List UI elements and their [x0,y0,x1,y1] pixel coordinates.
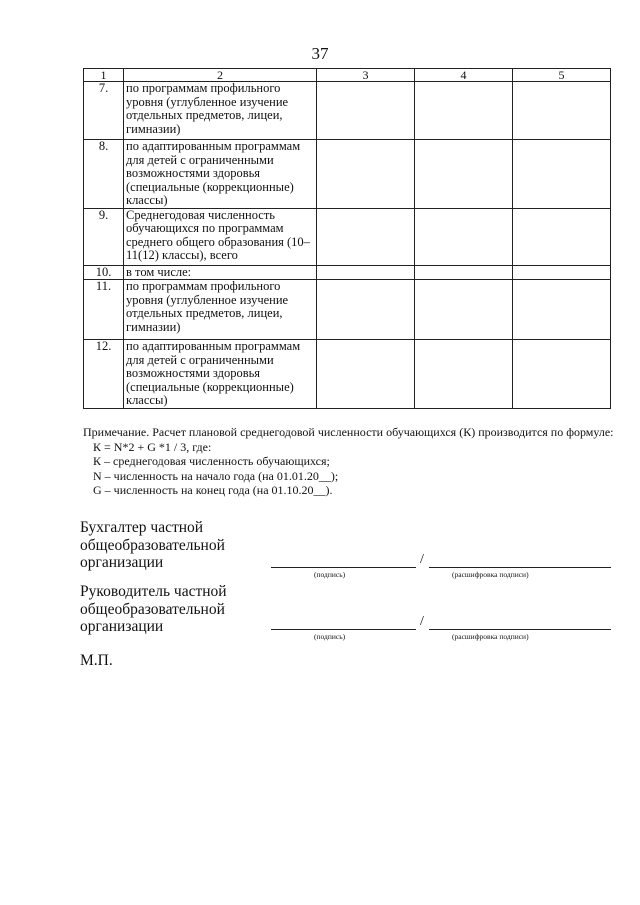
table-cell [513,280,611,340]
director-title-line: Руководитель частной [80,583,227,600]
accountant-title-line: организации [80,554,164,571]
page-number: 37 [311,44,329,63]
column-header: 5 [513,69,611,82]
director-title-line: организации [80,618,164,635]
table-cell [415,280,513,340]
stamp-label: М.П. [80,652,113,669]
director-title-line: общеобразовательной [80,600,225,618]
table-cell [317,340,415,409]
table-cell [415,340,513,409]
row-description: по адаптированным программам для детей с ограниченными возможностями здоровья (специальные (коррекционные) классы) [124,340,317,409]
row-number: 9. [84,208,124,265]
table-cell [317,82,415,140]
accountant-title-line: общеобразовательной [80,536,225,554]
accountant-signature-caption: (подпись) [314,570,346,579]
director-slash: / [420,614,424,629]
table-row [84,280,611,340]
g-definition: G – численность на конец года (на 01.10.20__). [93,483,333,497]
n-definition: N – численность на начало года (на 01.01.20__); [93,468,339,483]
table-row [84,265,611,280]
data-table [83,68,611,409]
table-cell [513,82,611,140]
table-cell [317,265,415,280]
column-header: 2 [124,69,317,82]
table-cell [415,208,513,265]
row-description: по программам профильного уровня (углубленное изучение отдельных предметов, лицеи, гимназии) [124,82,317,140]
table-row [84,208,611,265]
k-definition: К – среднегодовая численность обучающихся; [93,454,330,468]
table-cell [317,280,415,340]
table-cell [415,82,513,140]
accountant-decoding-line [429,567,611,568]
director-decoding-line [429,629,611,630]
table-header-row [84,69,611,82]
row-number: 12. [84,340,124,409]
row-number: 7. [84,82,124,140]
row-description: в том числе: [124,265,317,280]
table-cell [513,340,611,409]
table-cell [415,140,513,209]
table-row [84,82,611,140]
table-cell [513,208,611,265]
director-signature-caption: (подпись) [314,632,346,641]
row-description: по адаптированным программам для детей с ограниченными возможностями здоровья (специальные (коррекционные) классы) [124,140,317,209]
row-number: 8. [84,140,124,209]
row-number: 10. [84,265,124,280]
row-number: 11. [84,280,124,340]
accountant-decoding-caption: (расшифровка подписи) [452,570,529,579]
row-description: Среднегодовая численность обучающихся по программам среднего общего образования (10–11(12) классы), всего [124,208,317,265]
table-row [84,140,611,209]
director-signature-line [271,629,416,630]
director-title [80,583,227,636]
table-cell [513,265,611,280]
table-cell [415,265,513,280]
accountant-signature-line [271,567,416,568]
table-cell [317,208,415,265]
table-row [84,340,611,409]
formula: К = N*2 + G *1 / 3, где: [93,439,212,454]
column-header: 1 [84,69,124,82]
accountant-slash: / [420,552,424,567]
director-decoding-caption: (расшифровка подписи) [452,632,529,641]
accountant-title [80,519,225,572]
table-cell [513,140,611,209]
row-description: по программам профильного уровня (углубленное изучение отдельных предметов, лицеи, гимназии) [124,280,317,340]
column-header: 3 [317,69,415,82]
column-header: 4 [415,69,513,82]
formula-note [83,425,613,498]
table-cell [317,140,415,209]
accountant-title-line: Бухгалтер частной [80,519,204,536]
note-intro: Примечание. Расчет плановой среднегодовой численности обучающихся (К) производится по формуле: [83,425,614,439]
